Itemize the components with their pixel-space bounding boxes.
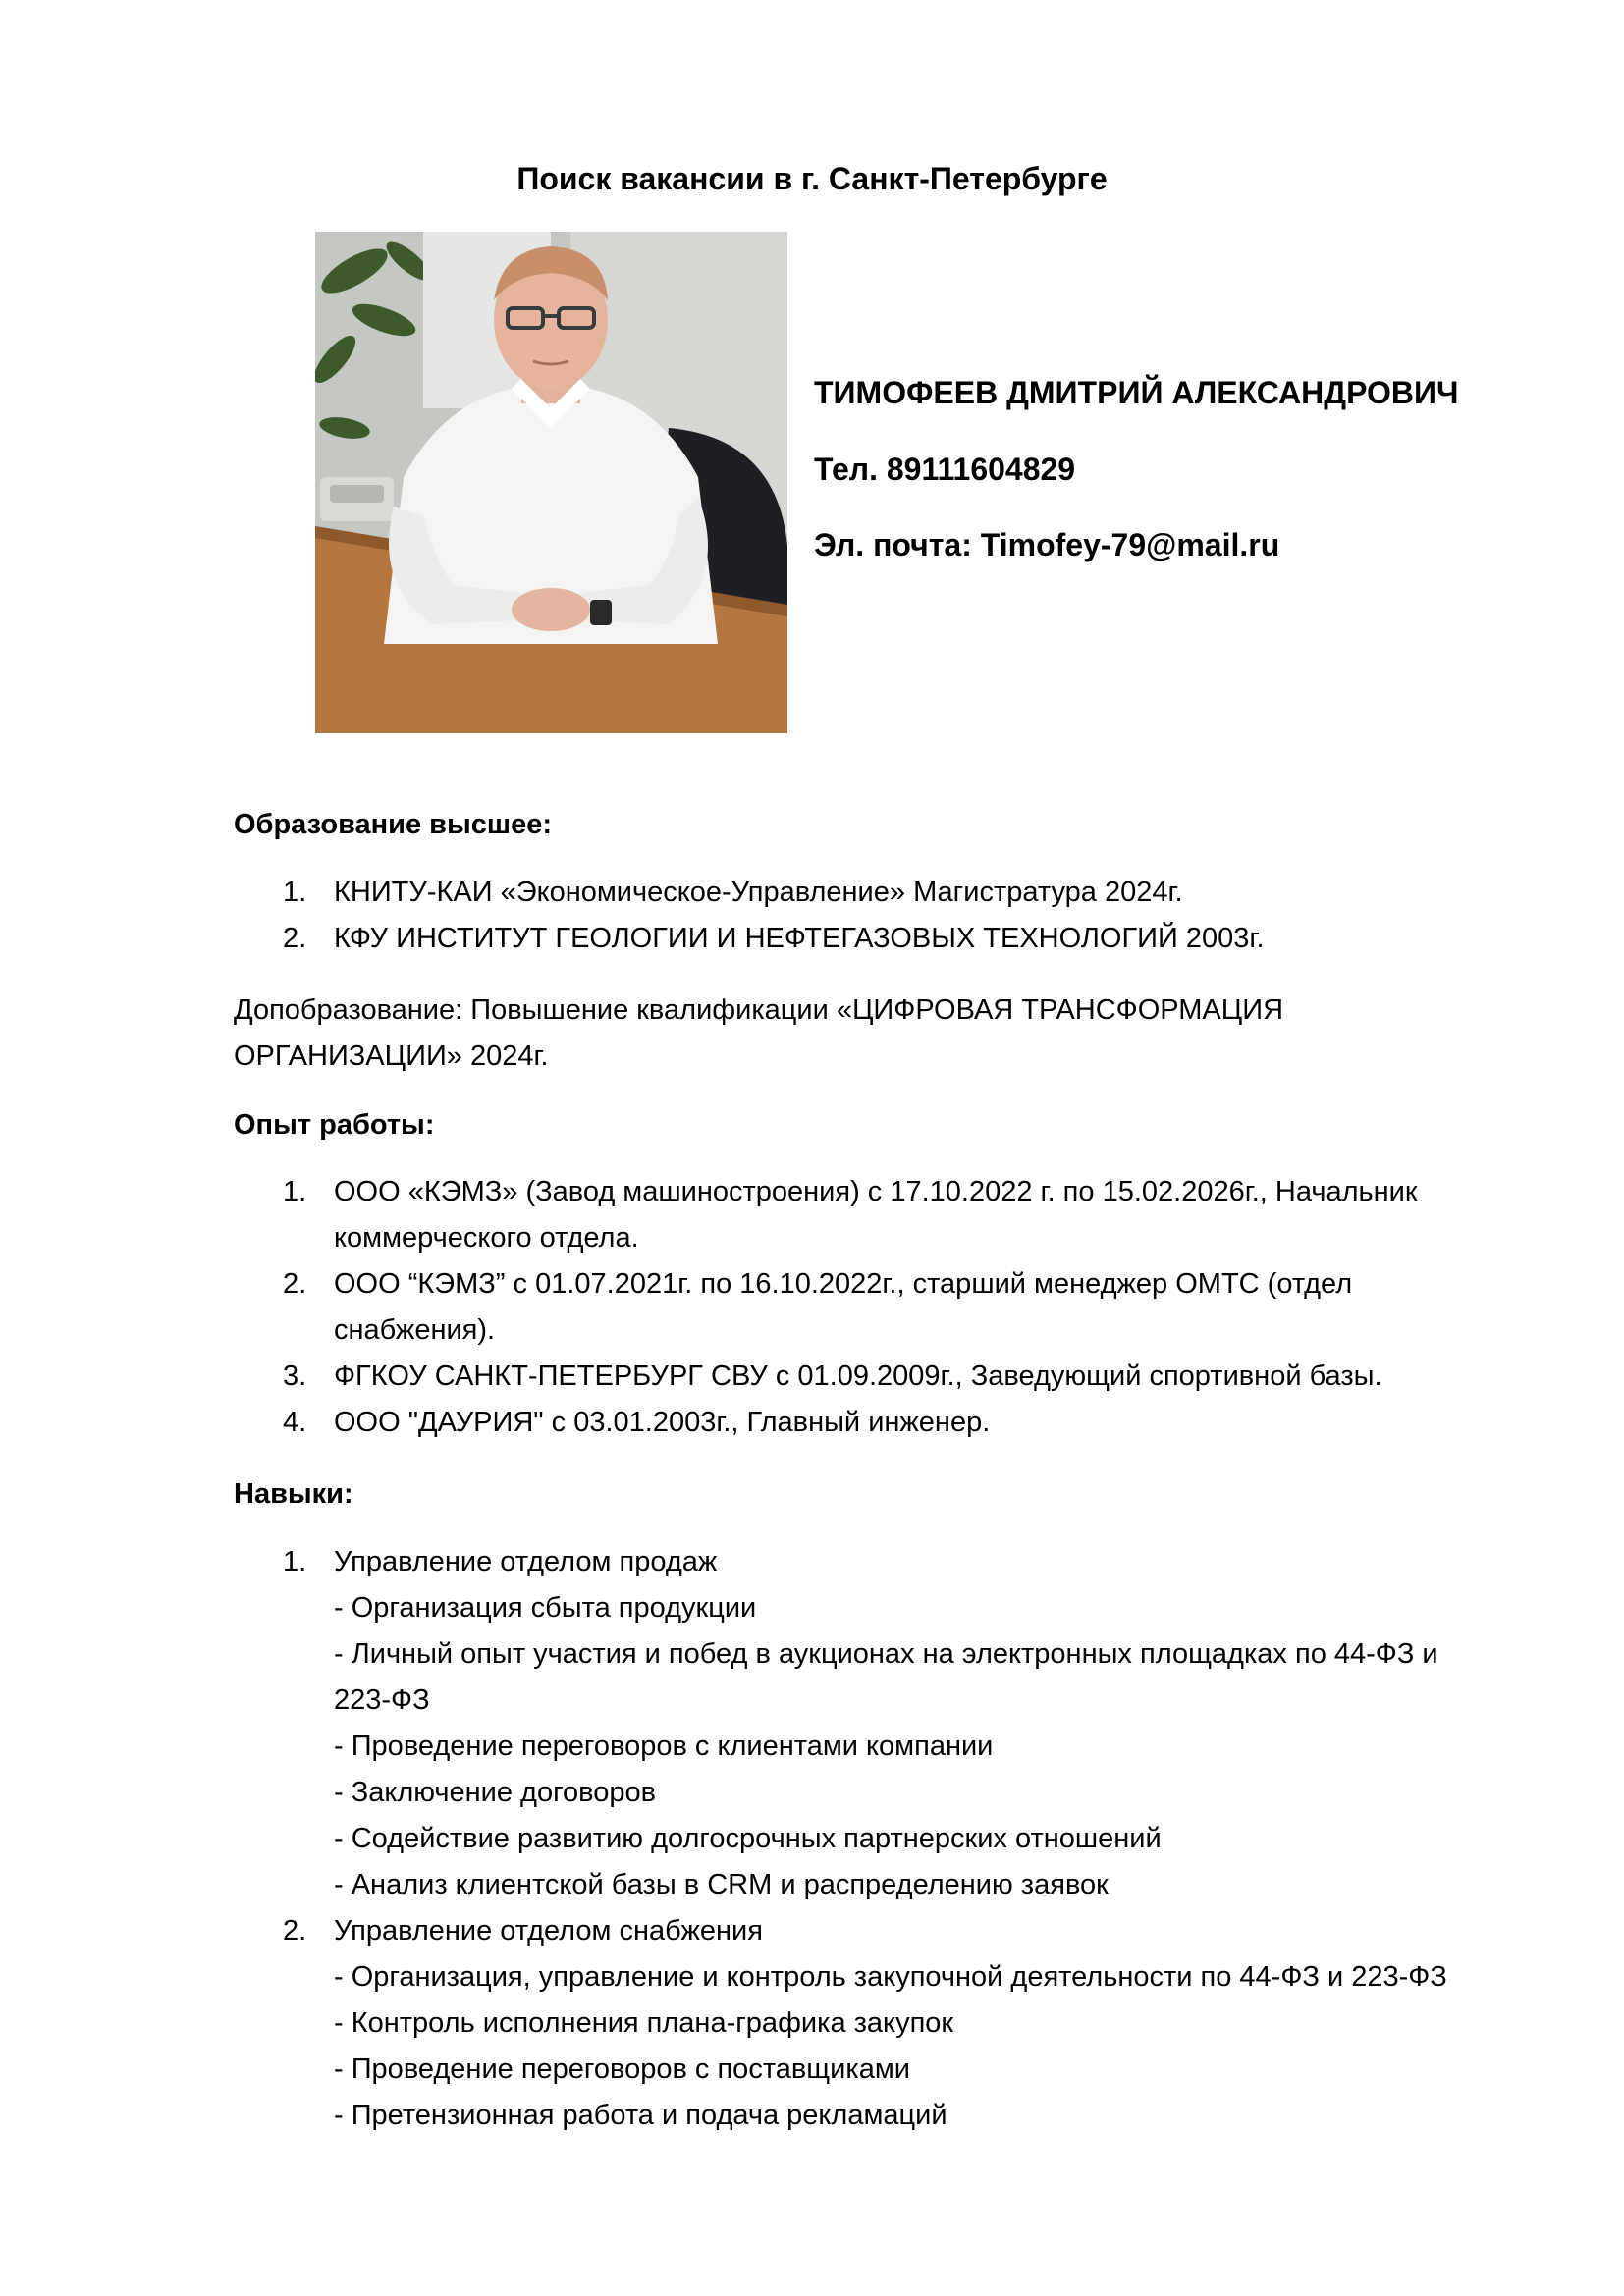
skill-detail: - Анализ клиентской базы в CRM и распределению заявок bbox=[334, 1869, 1109, 1900]
education-list bbox=[234, 870, 1510, 962]
list-number: 2. bbox=[283, 923, 307, 954]
list-number: 4. bbox=[283, 1407, 307, 1438]
list-number: 1. bbox=[283, 1176, 307, 1207]
list-item-text: ООО "ДАУРИЯ" с 03.01.2003г., Главный инженер. bbox=[334, 1407, 991, 1438]
list-item-text: ООО «КЭМЗ» (Завод машиностроения) с 17.10.2022 г. по 15.02.2026г., Начальник bbox=[334, 1176, 1418, 1207]
list-item-text: ООО “КЭМЗ” с 01.07.2021г. по 16.10.2022г., старший менеджер ОМТС (отдел bbox=[334, 1268, 1353, 1300]
additional-education bbox=[234, 988, 1510, 1080]
skill-detail: - Личный опыт участия и побед в аукционах на электронных площадках по 44-ФЗ и bbox=[334, 1638, 1438, 1670]
list-item bbox=[234, 1400, 1510, 1446]
list-number: 1. bbox=[283, 1546, 307, 1577]
list-item-text: КФУ ИНСТИТУТ ГЕОЛОГИИ И НЕФТЕГАЗОВЫХ ТЕХНОЛОГИЙ 2003г. bbox=[334, 923, 1265, 954]
email-address[interactable]: Эл. почта: Timofey-79@mail.ru bbox=[814, 527, 1280, 562]
list-item bbox=[234, 1354, 1510, 1400]
page-title: Поиск вакансии в г. Санкт-Петербурге bbox=[516, 161, 1108, 196]
list-item bbox=[234, 870, 1510, 916]
additional-education-line: Допобразование: Повышение квалификации «ЦИФРОВАЯ ТРАНСФОРМАЦИЯ bbox=[234, 994, 1284, 1026]
list-item bbox=[234, 1539, 1510, 1908]
list-item bbox=[234, 1169, 1510, 1261]
list-item-text: ФГКОУ САНКТ-ПЕТЕРБУРГ СВУ с 01.09.2009г., Заведующий спортивной базы. bbox=[334, 1361, 1382, 1392]
list-item bbox=[234, 1261, 1510, 1354]
skill-title: Управление отделом снабжения bbox=[334, 1915, 763, 1947]
skill-detail: - Содействие развитию долгосрочных партнерских отношений bbox=[334, 1823, 1162, 1854]
experience-list bbox=[234, 1169, 1510, 1446]
list-item-text: КНИТУ-КАИ «Экономическое-Управление» Магистратура 2024г. bbox=[334, 877, 1183, 908]
list-number: 1. bbox=[283, 877, 307, 908]
skill-title: Управление отделом продаж bbox=[334, 1546, 718, 1577]
list-number: 2. bbox=[283, 1915, 307, 1947]
list-item bbox=[234, 1908, 1510, 2139]
list-item-text: снабжения). bbox=[334, 1314, 496, 1346]
additional-education-line: ОРГАНИЗАЦИИ» 2024г. bbox=[234, 1041, 549, 1072]
skill-detail: - Контроль исполнения плана-графика закупок bbox=[334, 2007, 954, 2039]
portrait-photo bbox=[315, 232, 787, 733]
skill-detail: - Заключение договоров bbox=[334, 1777, 657, 1808]
skills-list bbox=[234, 1539, 1510, 2139]
skill-detail: - Претензионная работа и подача рекламаций bbox=[334, 2100, 947, 2131]
skill-detail: - Организация сбыта продукции bbox=[334, 1592, 757, 1624]
skill-detail: - Проведение переговоров с поставщиками bbox=[334, 2054, 910, 2085]
list-item bbox=[234, 916, 1510, 962]
phone-number[interactable]: Тел. 89111604829 bbox=[814, 452, 1076, 487]
skills-heading: Навыки: bbox=[234, 1478, 353, 1510]
candidate-name: ТИМОФЕЕВ ДМИТРИЙ АЛЕКСАНДРОВИЧ bbox=[814, 375, 1459, 410]
list-item-text: коммерческого отдела. bbox=[334, 1222, 639, 1254]
education-heading: Образование высшее: bbox=[234, 809, 552, 840]
experience-heading: Опыт работы: bbox=[234, 1109, 435, 1141]
skill-detail: - Организация, управление и контроль закупочной деятельности по 44-ФЗ и 223-ФЗ bbox=[334, 1961, 1447, 1993]
list-number: 2. bbox=[283, 1268, 307, 1300]
list-number: 3. bbox=[283, 1361, 307, 1392]
skill-detail: 223-ФЗ bbox=[334, 1684, 430, 1716]
skill-detail: - Проведение переговоров с клиентами компании bbox=[334, 1731, 994, 1762]
